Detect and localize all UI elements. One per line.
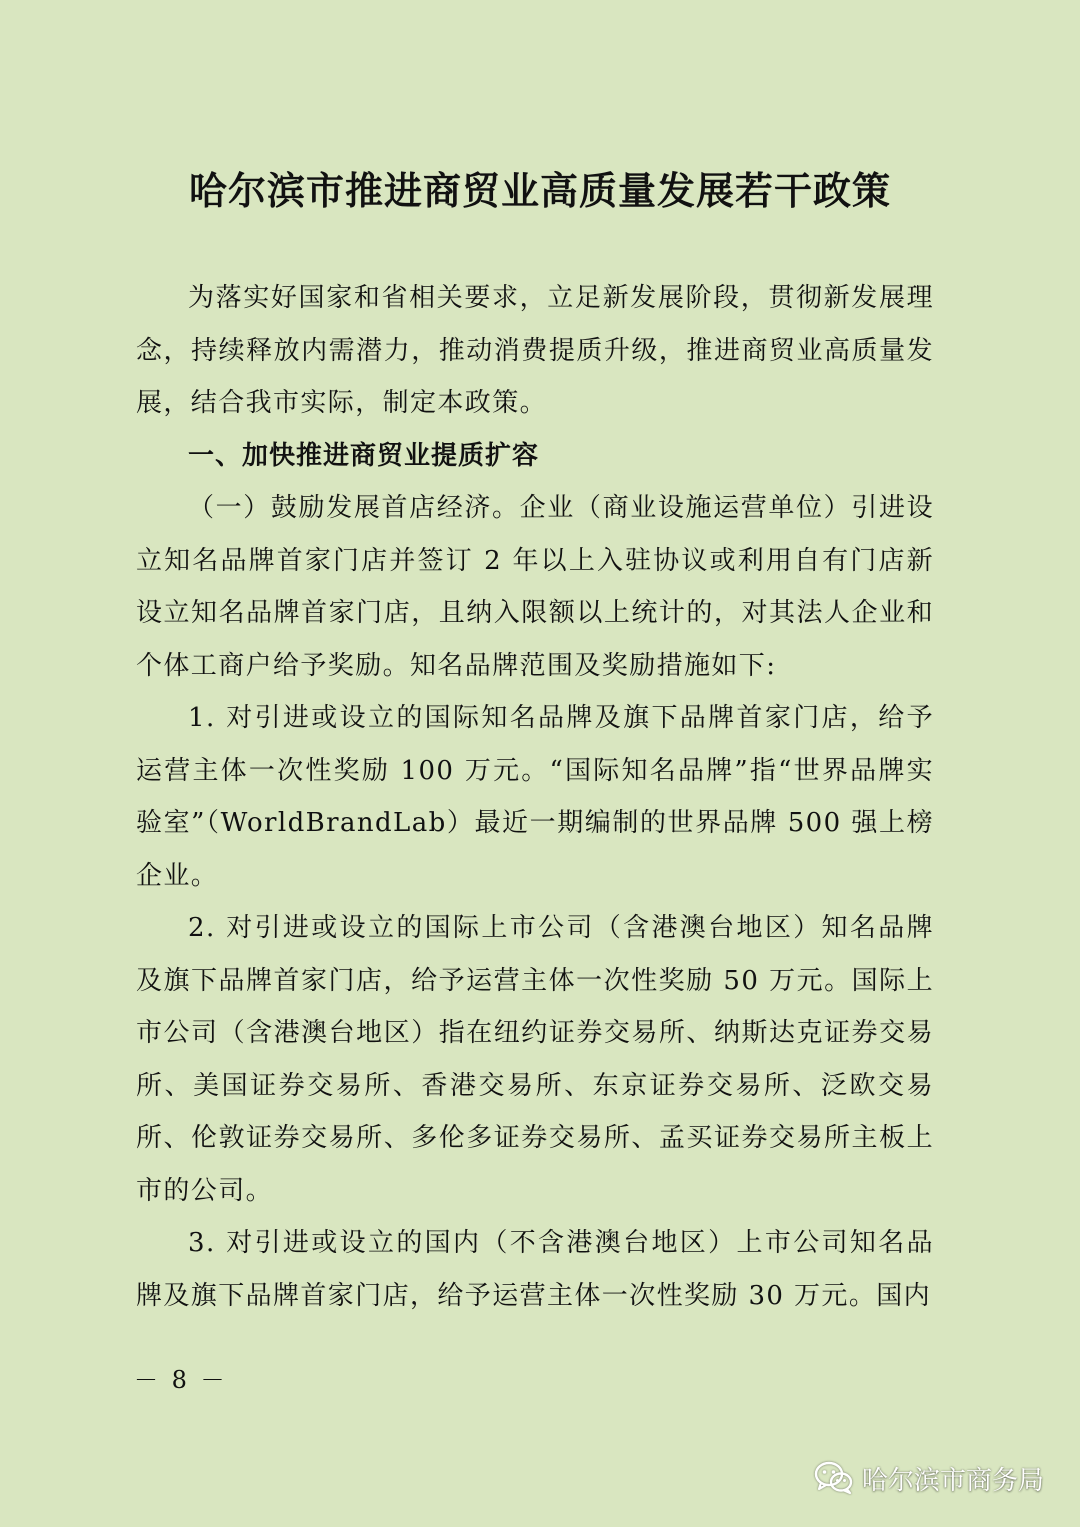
policy-item-3: 3. 对引进或设立的国内（不含港澳台地区）上市公司知名品牌及旗下品牌首家门店，给予运营主体一次性奖励 30 万元。国内	[136, 1228, 934, 1311]
policy-item-1: 1. 对引进或设立的国际知名品牌及旗下品牌首家门店，给予运营主体一次性奖励 100 万元。“国际知名品牌”指“世界品牌实验室”（WorldBrandLab）最近一期编制的世界品牌 500 强上榜企业。	[136, 703, 934, 891]
wechat-watermark	[814, 1458, 1044, 1498]
watermark-text: 哈尔滨市商务局	[861, 1465, 1044, 1496]
intro-paragraph: 为落实好国家和省相关要求，立足新发展阶段，贯彻新发展理念，持续释放内需潜力，推动消费提质升级，推进商贸业高质量发展，结合我市实际，制定本政策。	[136, 283, 934, 418]
page-number: － 8 －	[134, 1366, 228, 1394]
policy-paragraph-first-store: （一）鼓励发展首店经济。企业（商业设施运营单位）引进设立知名品牌首家门店并签订 2 年以上入驻协议或利用自有门店新设立知名品牌首家门店，且纳入限额以上统计的，对其法人企业和个体工商户给予奖励。知名品牌范围及奖励措施如下:	[136, 493, 934, 681]
section-heading: 一、加快推进商贸业提质扩容	[188, 440, 540, 471]
document-body	[136, 272, 934, 1322]
policy-item-2: 2. 对引进或设立的国际上市公司（含港澳台地区）知名品牌及旗下品牌首家门店，给予运营主体一次性奖励 50 万元。国际上市公司（含港澳台地区）指在纽约证券交易所、纳斯达克证券交易所、美国证券交易所、香港交易所、东京证券交易所、泛欧交易所、伦敦证券交易所、多伦多证券交易所、孟买证券交易所主板上市的公司。	[136, 913, 934, 1206]
document-title: 哈尔滨市推进商贸业高质量发展若干政策	[188, 168, 891, 213]
wechat-icon	[814, 1461, 854, 1495]
